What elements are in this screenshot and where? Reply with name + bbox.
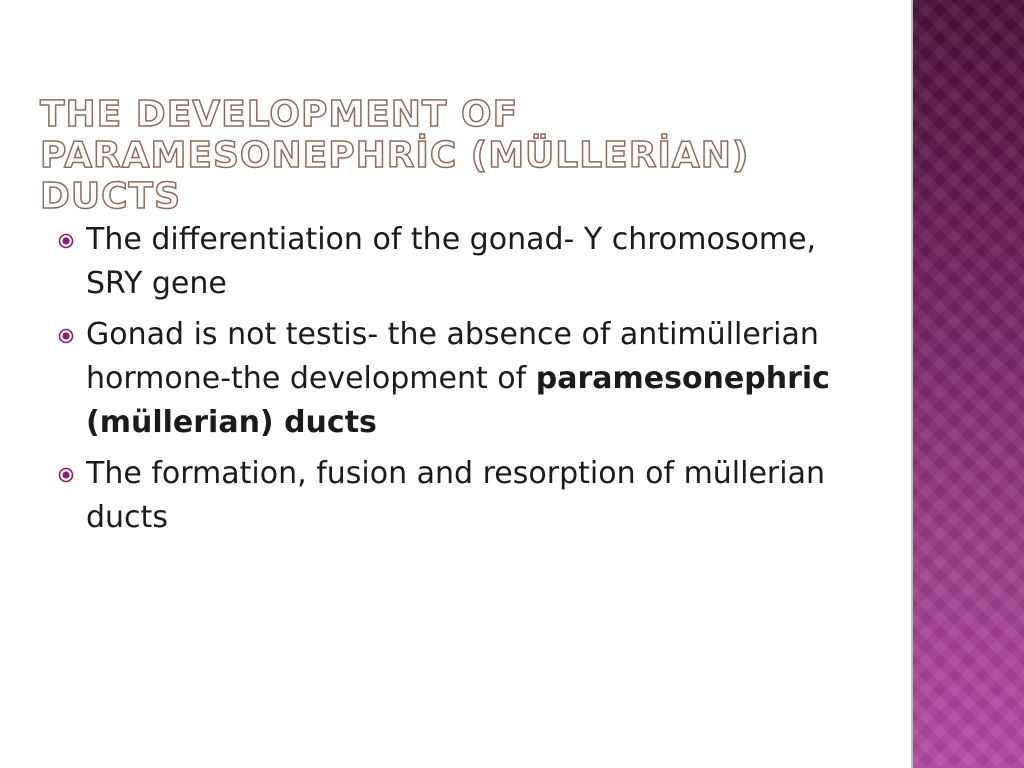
bullet-item-1: [56, 218, 856, 306]
bullet-text-3: The formation, fusion and resorption of müllerian ducts: [86, 456, 825, 535]
bullet-item-2: [56, 313, 856, 445]
slide-title: THE DEVELOPMENT OF PARAMESONEPHRİC (MÜLLERİAN) DUCTS: [40, 94, 750, 217]
decorative-side-panel: [913, 0, 1024, 768]
circled-dot-icon: [58, 233, 74, 249]
bullet-text-2: Gonad is not testis- the absence of antimüllerian hormone-the development of: [86, 317, 819, 396]
bullet-bold-2: paramesonephric (müllerian) ducts: [86, 361, 830, 440]
bullet-list: [56, 218, 856, 547]
circled-dot-icon: [58, 328, 74, 344]
circled-dot-icon: [58, 467, 74, 483]
bullet-text-1: The differentiation of the gonad- Y chromosome, SRY gene: [86, 222, 817, 301]
bullet-item-3: [56, 452, 856, 540]
